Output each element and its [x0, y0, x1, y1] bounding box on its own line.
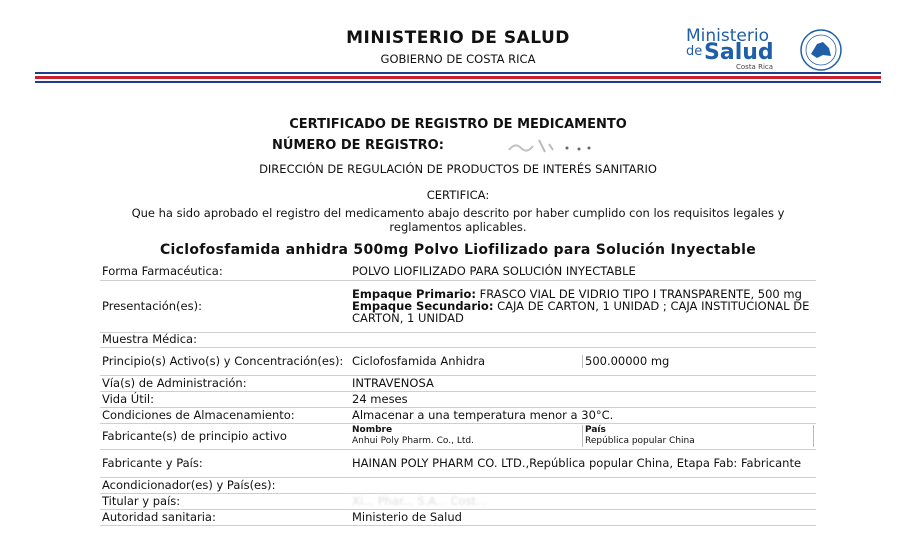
registration-number-label: NÚMERO DE REGISTRO: [272, 138, 444, 153]
direction-name: DIRECCIÓN DE REGULACIÓN DE PRODUCTOS DE INTERÉS SANITARIO [259, 162, 657, 176]
product-name: Ciclofosfamida anhidra 500mg Polvo Liofilizado para Solución Inyectable [159, 242, 757, 258]
logo-word-ministerio: Ministerio [686, 26, 769, 46]
certificate-title: CERTIFICADO DE REGISTRO DE MEDICAMENTO [289, 117, 627, 132]
row-value [350, 332, 816, 347]
api-col-country: País [582, 425, 813, 436]
row-value [350, 347, 816, 375]
row-label: Forma Farmacéutica: [100, 264, 350, 280]
active-ingredient-name: Ciclofosfamida Anhidra [352, 353, 486, 368]
table-row [100, 407, 816, 423]
row-label: Acondicionador(es) y País(es): [100, 477, 350, 493]
api-col-name: Nombre [352, 425, 393, 435]
row-label: Muestra Médica: [100, 332, 350, 347]
api-manufacturer-header [352, 425, 814, 436]
table-row [100, 493, 816, 509]
row-label: Presentación(es): [100, 280, 350, 332]
ministry-title: MINISTERIO DE SALUD [346, 28, 570, 48]
table-row [100, 449, 816, 477]
row-label: Fabricante y País: [100, 449, 350, 477]
row-value: INTRAVENOSA [350, 375, 816, 391]
government-subtitle: GOBIERNO DE COSTA RICA [380, 52, 536, 66]
registration-details-table [100, 264, 816, 526]
redacted-registration-number [505, 136, 595, 156]
table-row [100, 280, 816, 332]
api-manufacturer-row [352, 436, 814, 447]
row-label: Vía(s) de Administración: [100, 375, 350, 391]
redacted-holder: Xi... Phar... S.A... Cost... [352, 493, 488, 508]
row-label: Fabricante(s) de principio activo [100, 423, 350, 449]
row-value: HAINAN POLY PHARM CO. LTD.,República popular China, Etapa Fab: Fabricante [350, 449, 816, 477]
secondary-package-value: CAJA DE CARTON, 1 UNIDAD ; CAJA INSTITUCIONAL DE CARTON, 1 UNIDAD [352, 299, 810, 325]
row-label: Autoridad sanitaria: [100, 509, 350, 525]
table-row [100, 423, 816, 449]
table-row [100, 509, 816, 525]
row-label: Vida Útil: [100, 391, 350, 407]
table-row [100, 391, 816, 407]
logo-word-costa-rica: Costa Rica [736, 63, 774, 71]
table-row [100, 347, 816, 375]
logo-word-salud: Salud [704, 40, 774, 65]
primary-package-label: Empaque Primario: [352, 287, 476, 301]
row-value [350, 477, 816, 493]
row-label: Principio(s) Activo(s) y Concentración(es): [100, 347, 350, 375]
row-value [350, 423, 816, 449]
logo-word-de: de [686, 44, 703, 59]
certifica-heading: CERTIFICA: [426, 188, 490, 202]
api-manufacturer-country: República popular China [582, 436, 813, 447]
table-row [100, 375, 816, 391]
table-row [100, 477, 816, 493]
row-value [350, 280, 816, 332]
row-value: 24 meses [350, 391, 816, 407]
row-label: Condiciones de Almacenamiento: [100, 407, 350, 423]
row-value: Ministerio de Salud [350, 509, 816, 525]
row-label: Titular y país: [100, 493, 350, 509]
secondary-package-label: Empaque Secundario: [352, 299, 494, 313]
seal-icon [793, 28, 849, 72]
active-ingredient-concentration: 500.00000 mg [582, 355, 669, 368]
certification-statement: Que ha sido aprobado el registro del medicamento abajo descrito por haber cumplido con los requisitos legales y reglamentos aplicables. [131, 206, 785, 234]
api-manufacturer-name: Anhui Poly Pharm. Co., Ltd. [352, 436, 474, 446]
row-value: POLVO LIOFILIZADO PARA SOLUCIÓN INYECTABLE [350, 264, 816, 280]
primary-package-value: FRASCO VIAL DE VIDRIO TIPO I TRANSPARENTE, 500 mg [475, 287, 802, 301]
table-row [100, 264, 816, 280]
row-value [350, 493, 816, 509]
row-value: Almacenar a una temperatura menor a 30°C. [350, 407, 816, 423]
flag-stripe [35, 72, 881, 83]
table-row [100, 332, 816, 347]
